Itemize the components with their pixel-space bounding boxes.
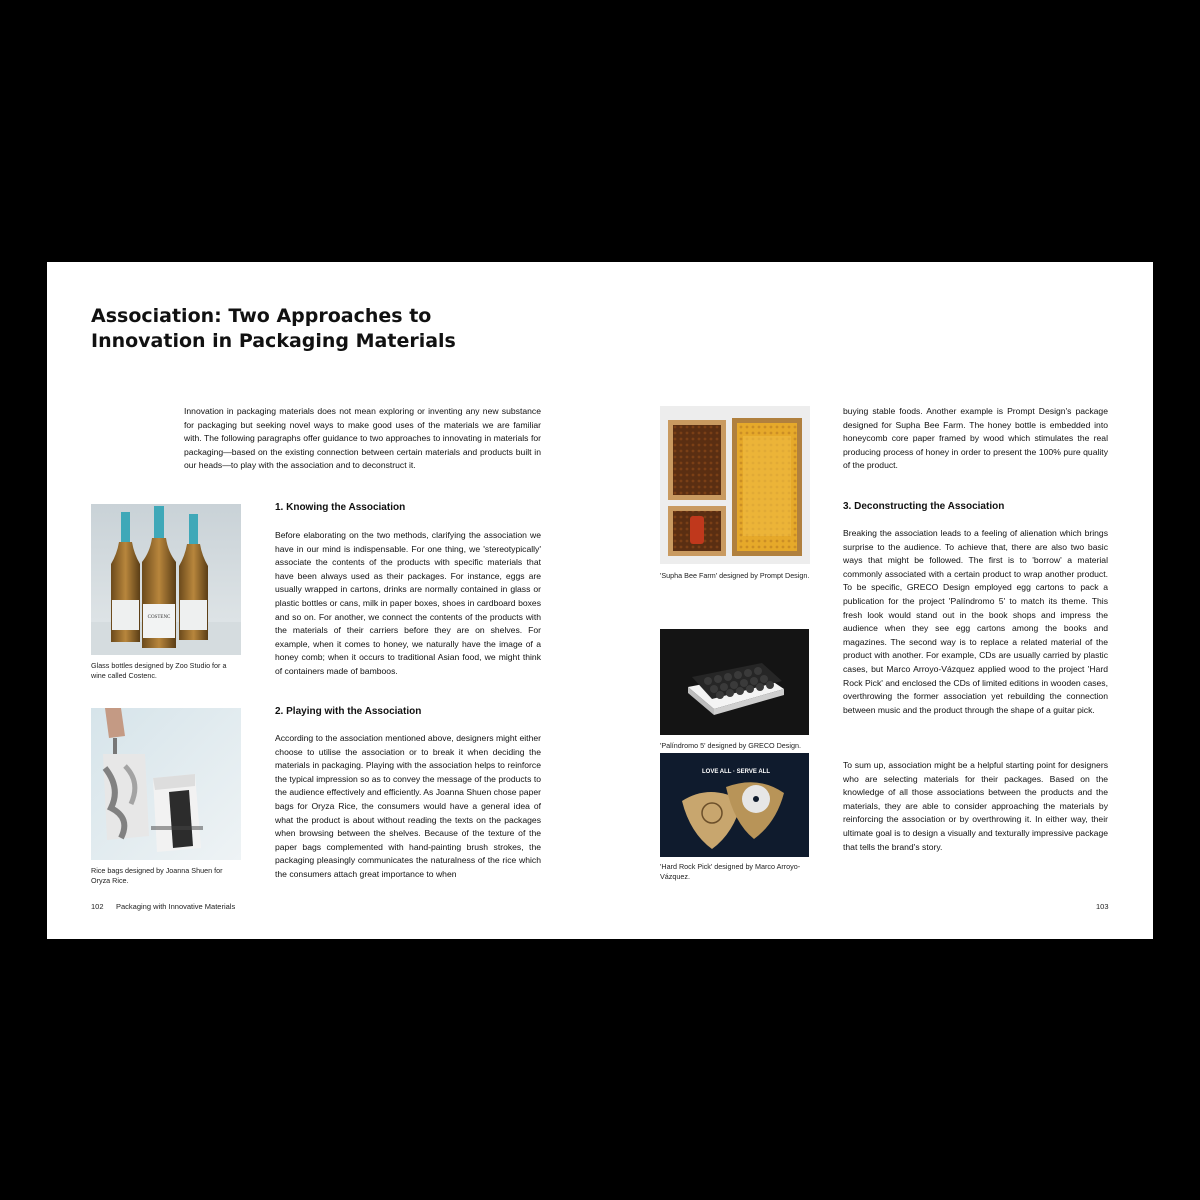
bottle-label-text: COSTENC — [147, 615, 171, 620]
section-1-heading: 1. Knowing the Association — [275, 502, 406, 513]
caption-rice: Rice bags designed by Joanna Shuen for Oryza Rice. — [91, 866, 223, 885]
caption-palindromo: 'Palíndromo 5' designed by GRECO Design. — [660, 741, 801, 750]
pick-text: LOVE ALL · SERVE ALL — [701, 769, 771, 775]
section-2-body: According to the association mentioned above, designers might either choose to utilise the association or to break it when deciding the materials in packaging. Playing with the association helps to reinforce the typical impression so as to convey the message of the products to the audience effectively and efficiently. As Joanna Shuen chose paper bags for Oryza Rice, the consumers would have a general idea of what the product is about without reading the texts on the packages when browsing between the shelves. Because of the texture of the paper bags complemented with hand-painting brush strokes, the packaging pleasingly communicates the naturalness of the rice which the consumers attach great importance to when — [275, 733, 541, 879]
caption-honey: 'Supha Bee Farm' designed by Prompt Design. — [660, 571, 810, 580]
wine-bottles-photo — [91, 504, 241, 655]
page-title — [91, 304, 456, 354]
section-3-heading: 3. Deconstructing the Association — [843, 501, 1005, 512]
rice-bags-photo — [91, 708, 241, 860]
title-line-1: Association: Two Approaches to — [91, 305, 432, 327]
intro-paragraph: Innovation in packaging materials does not mean exploring or inventing any new substance for packaging but seeking novel ways to make good uses of the materials we are familiar with. The following paragraphs offer guidance to two approaches to innovating in materials for packaging—based on the existing connection between certain materials and products built in our heads—to play with the association and to deconstruct it. — [184, 406, 541, 471]
section-2-heading: 2. Playing with the Association — [275, 706, 422, 717]
section-1-body: Before elaborating on the two methods, clarifying the association we have in our mind is indispensable. For one thing, we 'stereotypically' associate the contents of the products with specific materials that have been always used as their packages. For instance, eggs are usually wrapped in cartons, drinks are normally contained in glass or plastic bottles or cans, milk in paper boxes, shoes in cardboard boxes and so on. For another, we connect the contents of the products with the materials of their carriers before they are on shelves. For example, when it comes to honey, we naturally have the image of a honey comb; when it occurs to traditional Asian food, we might think of containers made of bamboos. — [275, 530, 541, 676]
honey-photo — [660, 406, 810, 564]
book-spread — [47, 262, 1153, 939]
section-3-body: Breaking the association leads to a feeling of alienation which brings surprise to the audience. To achieve that, there are also two basic ways that might be followed. The first is to 'borrow' a material commonly associated with a certain product to wrap another product. To be specific, GRECO Design employed egg cartons to pack a publication for the project 'Palíndromo 5' to match its theme. This fresh look would stand out in the book shops and impress the audience when they see egg cartons among the books and magazines. The second way is to replace a related material of the product with another. For example, CDs are usually carried by plastic cases, but Marco Arroyo-Vázquez applied wood to the project 'Hard Rock Pick' and enclosed the CDs of limited editions in wooden cases, overthrowing the former association yet rebuilding the connection between music and the product through the shape of a guitar pick. — [843, 528, 1108, 715]
right-page-number: 103 — [1096, 902, 1109, 911]
caption-bottles: Glass bottles designed by Zoo Studio for a wine called Costenc. — [91, 661, 227, 680]
continued-paragraph: buying stable foods. Another example is Prompt Design's package designed for Supha Bee Farm. The honey bottle is embedded into honeycomb core paper framed by wood which stimulates the real producing process of honey in order to present the 100% pure quality of the product. — [843, 406, 1108, 471]
left-running-title: Packaging with Innovative Materials — [116, 902, 236, 911]
left-page-number: 102 — [91, 902, 104, 911]
caption-hardrock: 'Hard Rock Pick' designed by Marco Arroyo-Vázquez. — [660, 862, 801, 881]
title-line-2: Innovation in Packaging Materials — [91, 330, 456, 352]
palindromo-photo — [660, 629, 809, 735]
hard-rock-pick-photo — [660, 753, 809, 857]
conclusion-paragraph: To sum up, association might be a helpful starting point for designers who are selecting materials for their packages. Based on the knowledge of all those associations between the products and the materials, they are able to consider approaching the materials by reinforcing the association or by overthrowing it. In either way, their ultimate goal is to design a visually and texturally impressive package that tells the brand's story. — [843, 760, 1108, 852]
